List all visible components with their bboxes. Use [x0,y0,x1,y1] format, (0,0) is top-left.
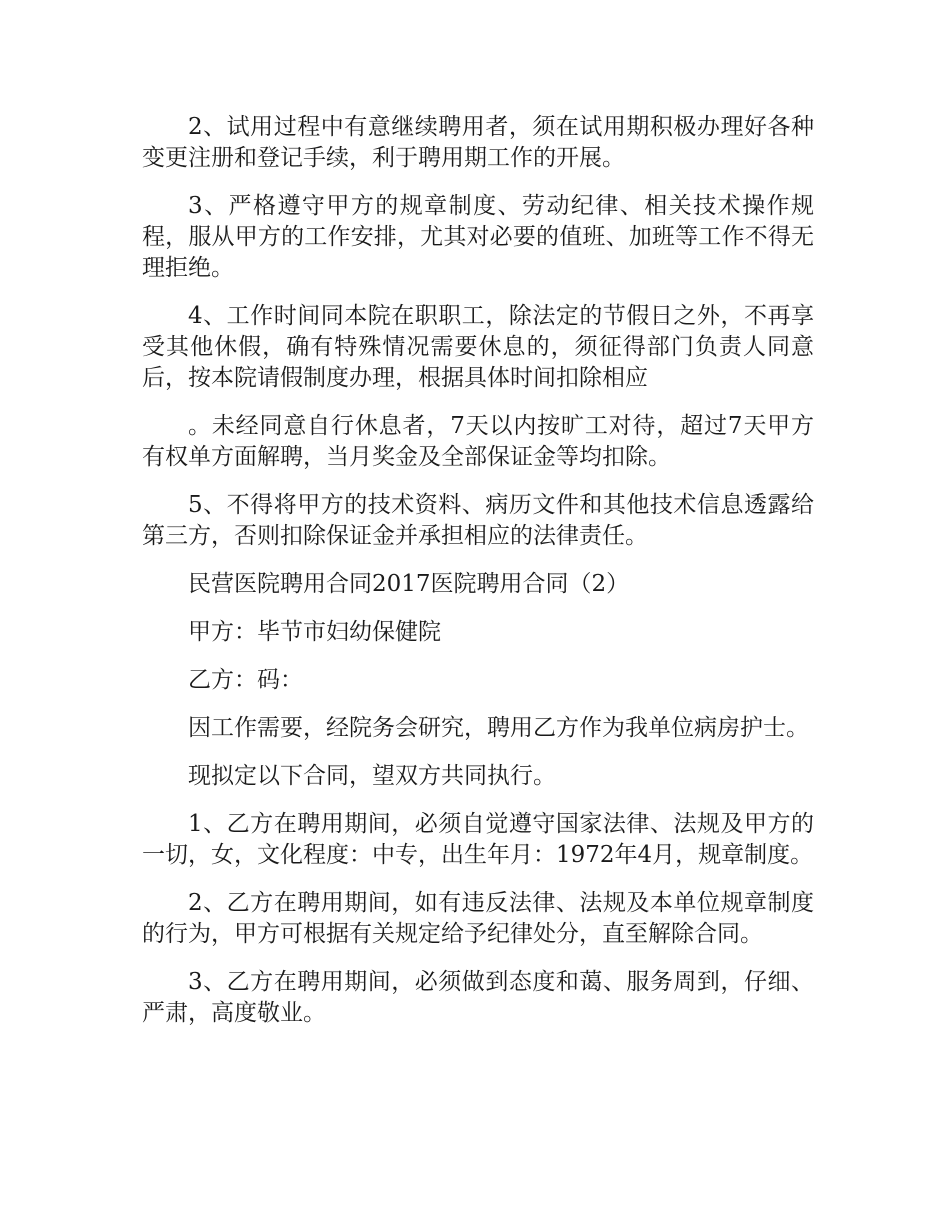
document-body [142,112,814,1046]
section-title: 民营医院聘用合同2017医院聘用合同（2） [188,571,630,597]
paragraph-clause-2: 2、乙方在聘用期间，如有违反法律、法规及本单位规章制度的行为，甲方可根据有关规定给予纪律处分，直至解除合同。 [142,890,814,947]
paragraph-clause-1: 1、乙方在聘用期间，必须自觉遵守国家法律、法规及甲方的一切，女，文化程度：中专，出生年月：1972年4月，规章制度。 [142,811,814,868]
paragraph-contract-intro: 现拟定以下合同，望双方共同执行。 [188,763,556,789]
paragraph-unauthorized-leave: 。未经同意自行休息者，7天以内按旷工对待，超过7天甲方有权单方面解聘，当月奖金及全部保证金等均扣除。 [142,413,814,470]
paragraph-clause-3: 3、乙方在聘用期间，必须做到态度和蔼、服务周到，仔细、严肃，高度敬业。 [142,969,814,1026]
paragraph-trial-registration: 2、试用过程中有意继续聘用者，须在试用期积极办理好各种变更注册和登记手续，利于聘用期工作的开展。 [142,114,814,171]
paragraph-rules-compliance: 3、严格遵守甲方的规章制度、劳动纪律、相关技术操作规程，服从甲方的工作安排，尤其对必要的值班、加班等工作不得无理拒绝。 [142,193,814,281]
paragraph-working-hours: 4、工作时间同本院在职职工，除法定的节假日之外，不再享受其他休假，确有特殊情况需要休息的，须征得部门负责人同意后，按本院请假制度办理，根据具体时间扣除相应 [142,303,814,391]
paragraph-employment-reason: 因工作需要，经院务会研究，聘用乙方作为我单位病房护士。 [188,715,809,741]
party-b: 乙方：码： [188,667,303,693]
party-a: 甲方：毕节市妇幼保健院 [188,619,441,645]
paragraph-confidentiality: 5、不得将甲方的技术资料、病历文件和其他技术信息透露给第三方，否则扣除保证金并承担相应的法律责任。 [142,492,814,549]
